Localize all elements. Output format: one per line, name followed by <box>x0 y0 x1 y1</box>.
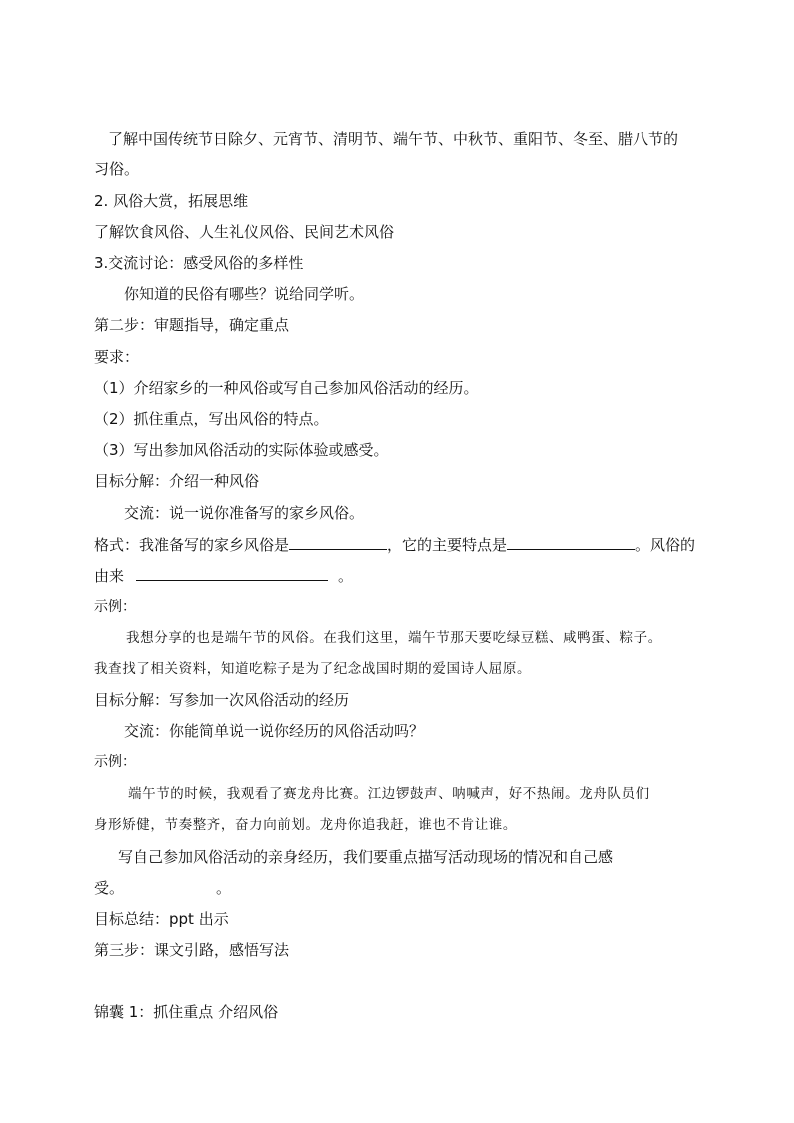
goal-1-exchange: 交流：说一说你准备写的家乡风俗。 <box>124 504 365 522</box>
blank-main-feature[interactable] <box>507 535 635 550</box>
format-text-d: 由来 <box>94 567 125 585</box>
requirement-item: （1）介绍家乡的一种风俗或写自己参加风俗活动的经历。 <box>94 379 479 397</box>
goal-2-summary-line-2 <box>94 878 231 898</box>
step-2-title: 第二步：审题指导，确定重点 <box>94 316 290 334</box>
step-3-title: 第三步：课文引路，感悟写法 <box>94 941 290 959</box>
example-1-line-2: 我查找了相关资料，知道吃粽子是为了纪念战国时期的爱国诗人屈原。 <box>94 661 532 677</box>
summary-text-b: 。 <box>216 879 232 897</box>
requirement-item: （2）抓住重点，写出风俗的特点。 <box>94 410 329 428</box>
requirements-label: 要求： <box>94 348 140 366</box>
blank-hometown-custom[interactable] <box>289 535 387 550</box>
section-3-title: 3.交流讨论：感受风俗的多样性 <box>94 254 304 272</box>
summary-text-a: 受。 <box>94 879 125 897</box>
goal-2-summary-line-1: 写自己参加风俗活动的亲身经历，我们要重点描写活动现场的情况和自己感 <box>118 848 614 866</box>
format-line-1 <box>94 535 695 555</box>
section-2-title: 2. 风俗大赏，拓展思维 <box>94 192 249 210</box>
example-2-label: 示例： <box>94 754 136 770</box>
format-text-a: 格式：我准备写的家乡风俗是 <box>94 536 290 554</box>
goal-summary: 目标总结：ppt 出示 <box>94 910 229 928</box>
section-3-text: 你知道的民俗有哪些？说给同学听。 <box>124 285 365 303</box>
format-text-c: 。风俗的 <box>635 536 696 554</box>
goal-2-exchange: 交流：你能简单说一说你经历的风俗活动吗？ <box>124 722 425 740</box>
format-line-2 <box>94 566 353 586</box>
requirement-item: （3）写出参加风俗活动的实际体验或感受。 <box>94 441 389 459</box>
example-1-line-1: 我想分享的也是端午节的风俗。在我们这里，端午节那天要吃绿豆糕、咸鸭蛋、粽子。 <box>126 630 662 646</box>
example-1-label: 示例： <box>94 599 136 615</box>
example-2-line-2: 身形矫健，节奏整齐，奋力向前划。龙舟你追我赶，谁也不肯让谁。 <box>94 817 517 833</box>
intro-line-2: 习俗。 <box>94 160 140 178</box>
section-2-text: 了解饮食风俗、人生礼仪风俗、民间艺术风俗 <box>94 223 395 241</box>
goal-1-title: 目标分解：介绍一种风俗 <box>94 472 260 490</box>
format-text-b: ，它的主要特点是 <box>387 536 508 554</box>
intro-line-1: 了解中国传统节日除夕、元宵节、清明节、端午节、中秋节、重阳节、冬至、腊八节的 <box>108 130 679 148</box>
tip-1-title: 锦囊 1：抓住重点 介绍风俗 <box>94 1003 279 1021</box>
example-2-line-1: 端午节的时候，我观看了赛龙舟比赛。江边锣鼓声、呐喊声，好不热闹。龙舟队员们 <box>128 786 650 802</box>
blank-origin[interactable] <box>136 566 328 581</box>
format-text-e: 。 <box>338 567 354 585</box>
goal-2-title: 目标分解：写参加一次风俗活动的经历 <box>94 691 350 709</box>
